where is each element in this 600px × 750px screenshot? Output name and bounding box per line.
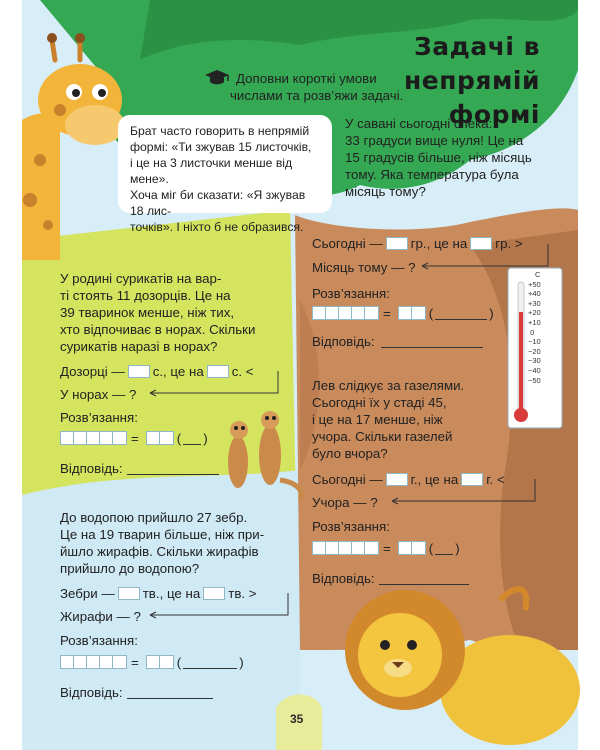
- answer-blank[interactable]: [379, 572, 469, 585]
- task-line: 15 градусів більше, ніж місяць: [345, 150, 532, 165]
- row-unit: г., це на: [410, 471, 459, 487]
- task-line: і це на 17 менше, ніж: [312, 412, 443, 427]
- savanna-answer-row: [312, 333, 485, 349]
- meerkats-solution-row: [60, 430, 208, 446]
- paren: (: [428, 305, 434, 321]
- row-label: Дозорці —: [60, 363, 125, 379]
- task-line: сурикатів наразі в норах?: [60, 339, 218, 354]
- row-label: Зебри —: [60, 585, 115, 601]
- result-cells[interactable]: [146, 655, 174, 669]
- task-meerkats-text: [60, 270, 290, 355]
- thermometer-tick: +30: [528, 298, 541, 308]
- comparison-bracket: [140, 593, 300, 623]
- thermometer-tick: +10: [528, 317, 541, 327]
- row-unit: гр., це на: [410, 235, 468, 251]
- unit-blank[interactable]: [183, 656, 237, 669]
- unit-blank[interactable]: [435, 307, 487, 320]
- graduation-cap-icon: [204, 69, 230, 87]
- task-line: було вчора?: [312, 446, 388, 461]
- lion-answer-row: [312, 570, 471, 586]
- task-line: учора. Скільки газелей: [312, 429, 453, 444]
- task-zebras-text: [60, 509, 300, 577]
- row-unit: с., це на: [152, 363, 204, 379]
- task-line: тому. Яка температура була: [345, 167, 519, 182]
- meerkats-solution-label: Розв’язання:: [60, 409, 138, 425]
- task-line: У родині сурикатів на вар-: [60, 271, 222, 286]
- answer-label: Відповідь:: [60, 460, 123, 476]
- answer-blank[interactable]: [127, 462, 219, 475]
- row-unit: г. <: [486, 471, 505, 487]
- bubble-line: точків». І ніхто б не образився.: [130, 220, 304, 234]
- thermometer-scale: [528, 270, 560, 385]
- equals-sign: =: [131, 654, 139, 670]
- task-line: 39 тваринок менше, ніж тих,: [60, 305, 235, 320]
- row-label: У норах — ?: [60, 386, 137, 402]
- savanna-condition-row-2: [312, 259, 415, 275]
- title-line-2: формі: [448, 100, 540, 129]
- task-savanna-text: [345, 115, 570, 200]
- comparison-bracket: [380, 479, 545, 509]
- thermometer-tick: −30: [528, 356, 541, 366]
- solution-cells[interactable]: [312, 306, 379, 320]
- lion-solution-row: [312, 540, 460, 556]
- task-line: 33 градуси вище нуля! Це на: [345, 133, 524, 148]
- answer-label: Відповідь:: [60, 684, 123, 700]
- paren: ): [455, 540, 460, 556]
- lion-condition-row-2: [312, 494, 378, 510]
- solution-cells[interactable]: [60, 431, 127, 445]
- row-unit: гр. >: [495, 235, 523, 251]
- thermometer-tick: +20: [528, 308, 541, 318]
- answer-box[interactable]: [118, 587, 140, 600]
- bubble-line: Брат часто говорить в непрямій: [130, 124, 310, 138]
- unit-blank[interactable]: [183, 432, 201, 445]
- zebras-solution-label: Розв’язання:: [60, 632, 138, 648]
- bubble-line: Хоча міг би сказати: «Я зжував 18 лис-: [130, 188, 306, 218]
- paren: ): [489, 305, 494, 321]
- equals-sign: =: [383, 540, 391, 556]
- task-line: Це на 19 тварин більше, ніж при-: [60, 527, 265, 542]
- giraffe-speech-bubble: [118, 115, 332, 234]
- row-label: Місяць тому — ?: [312, 259, 416, 275]
- thermometer-tick: 0: [528, 327, 535, 337]
- unit-blank[interactable]: [435, 542, 453, 555]
- result-cells[interactable]: [398, 306, 426, 320]
- answer-blank[interactable]: [127, 686, 213, 699]
- result-cells[interactable]: [398, 541, 426, 555]
- task-line: Лев слідкує за газелями.: [312, 378, 465, 393]
- page-number: 35: [290, 712, 304, 726]
- zebras-solution-row: [60, 654, 244, 670]
- task-line: прийшло до водопою?: [60, 561, 200, 576]
- answer-label: Відповідь:: [312, 333, 375, 349]
- meerkats-answer-row: [60, 460, 221, 476]
- comparison-bracket: [140, 371, 290, 401]
- instruction: [204, 69, 414, 104]
- paren: (: [176, 654, 182, 670]
- title-line-1: Задачі в непрямій: [404, 32, 540, 95]
- row-label: Жирафи — ?: [60, 608, 141, 624]
- thermometer-unit: С: [535, 270, 541, 279]
- row-label: Сьогодні —: [312, 471, 383, 487]
- answer-label: Відповідь:: [312, 570, 375, 586]
- thermometer-tick: −50: [528, 375, 541, 385]
- task-line: До водопою прийшло 27 зебр.: [60, 510, 248, 525]
- task-lion-text: [312, 377, 502, 462]
- row-label: Учора — ?: [312, 494, 378, 510]
- row-unit: с. <: [231, 363, 254, 379]
- task-line: У савані сьогодні спека:: [345, 116, 493, 131]
- instruction-line-1: Доповни короткі умови: [236, 70, 377, 86]
- row-unit: тв., це на: [142, 585, 201, 601]
- solution-cells[interactable]: [312, 541, 379, 555]
- savanna-solution-label: Розв’язання:: [312, 285, 390, 301]
- lion-solution-label: Розв’язання:: [312, 518, 390, 534]
- instruction-line-2: числами та розв’яжи задачі.: [230, 88, 404, 103]
- bubble-line: формі: «Ти зжував 15 листочків,: [130, 140, 312, 154]
- thermometer-tick: +50: [528, 279, 541, 289]
- task-line: Сьогодні їх у стаді 45,: [312, 395, 447, 410]
- answer-blank[interactable]: [381, 335, 483, 348]
- thermometer-tick: −40: [528, 365, 541, 375]
- row-unit: тв. >: [228, 585, 257, 601]
- thermometer-tick: −10: [528, 337, 541, 347]
- row-label: Сьогодні —: [312, 235, 383, 251]
- task-line: йшло жирафів. Скільки жирафів: [60, 544, 259, 559]
- paren: ): [203, 430, 208, 446]
- task-line: хто відпочиває в норах. Скільки: [60, 322, 256, 337]
- zebras-condition-row-2: [60, 608, 141, 624]
- meerkats-condition-row-2: [60, 386, 136, 402]
- task-line: ті стоять 11 дозорців. Це на: [60, 288, 231, 303]
- paren: (: [428, 540, 434, 556]
- thermometer-ticks: [528, 280, 560, 386]
- thermometer-tick: +40: [528, 289, 541, 299]
- paren: (: [176, 430, 182, 446]
- zebras-answer-row: [60, 684, 215, 700]
- paren: ): [239, 654, 244, 670]
- bubble-line: і це на 3 листочки менше від мене».: [130, 156, 293, 186]
- task-line: місяць тому?: [345, 184, 426, 199]
- solution-cells[interactable]: [60, 655, 127, 669]
- equals-sign: =: [131, 430, 139, 446]
- savanna-solution-row: [312, 305, 494, 321]
- thermometer-tick: −20: [528, 346, 541, 356]
- result-cells[interactable]: [146, 431, 174, 445]
- equals-sign: =: [383, 305, 391, 321]
